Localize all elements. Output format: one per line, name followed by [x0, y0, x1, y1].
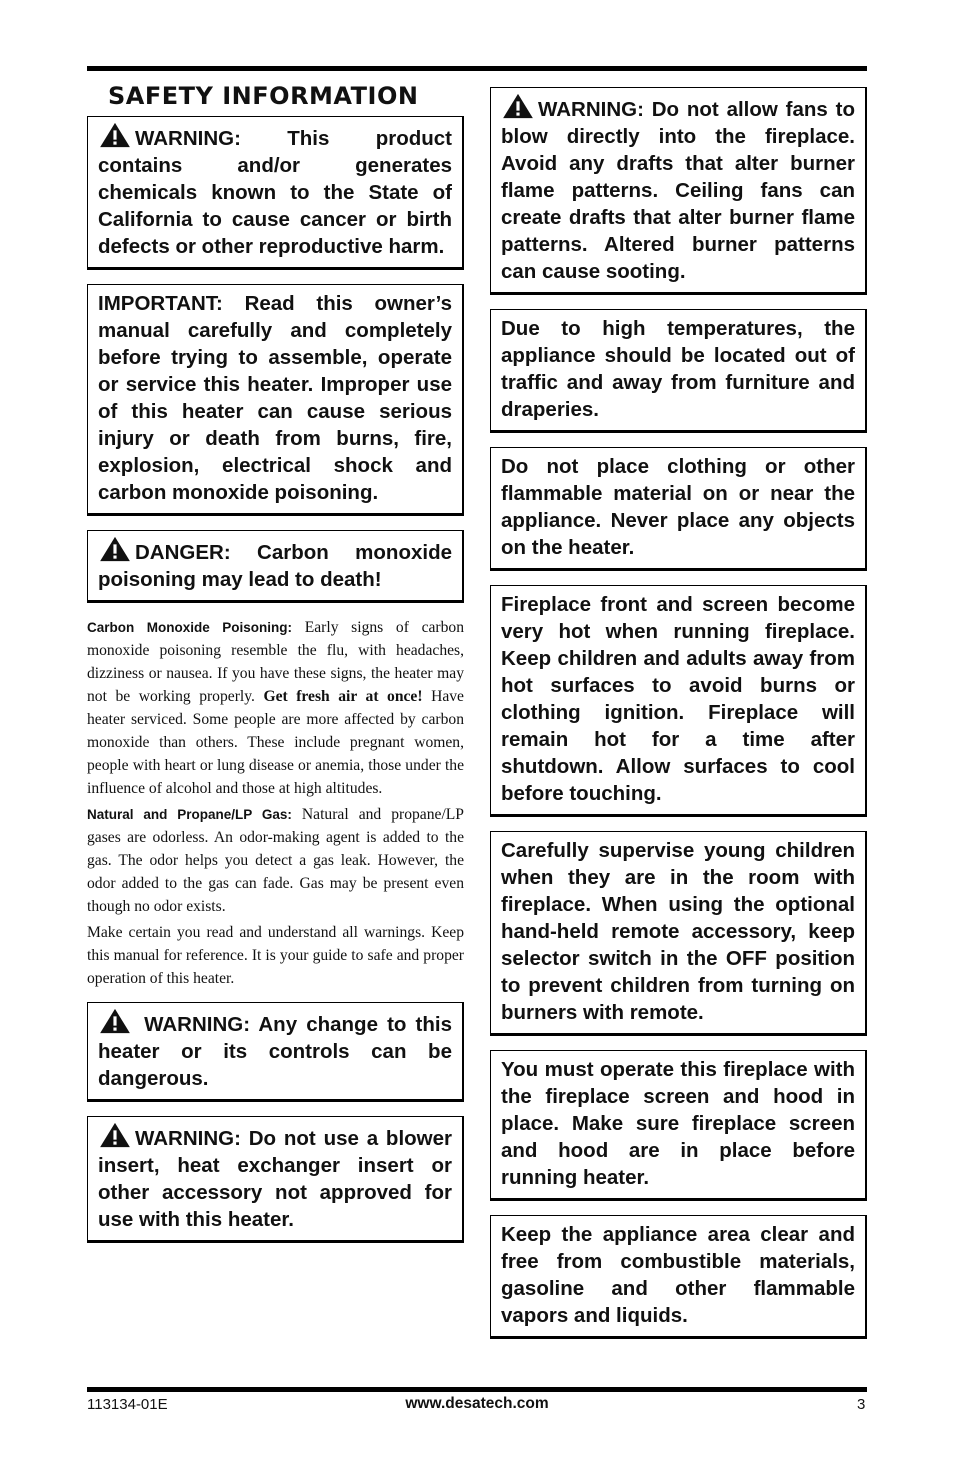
gas-paragraph: Natural and Propane/LP Gas: Natural and propane/LP gases are odorless. An odor-making agent is added to the gas. The odor helps you detect a gas leak. However, the odor added to the gas can fade. Gas may be present even though no odor exists. — [87, 806, 464, 915]
page-number: 3 — [857, 1396, 866, 1413]
high-temperatures-text: Due to high temperatures, the appliance should be located out of traffic and away from furniture and draperies. — [501, 317, 855, 421]
danger-co-box — [87, 530, 464, 603]
warning-icon — [98, 1008, 132, 1034]
clothing-box — [490, 447, 867, 571]
co-poisoning-paragraph: Carbon Monoxide Poisoning: Early signs of carbon monoxide poisoning resemble the flu, with headaches, dizziness or nausea. If you have these signs, the heater may not be working properly. Get fresh air at once! Have heater serviced. Some people are more affected by carbon monoxide than others. These include pregnant women, people with heart or lung disease or anemia, those under the influence of alcohol and those at high altitudes. — [87, 619, 464, 797]
warning-icon — [98, 1122, 132, 1148]
area-clear-text: Keep the appliance area clear and free from combustible materials, gasoline and other flammable vapors and liquids. — [501, 1223, 855, 1327]
warning-blower-box — [87, 1116, 464, 1243]
screen-hood-box — [490, 1050, 867, 1201]
hot-front-box — [490, 585, 867, 817]
bottom-rule — [87, 1387, 867, 1392]
clothing-text: Do not place clothing or other flammable material on or near the appliance. Never place any objects on the heater. — [501, 455, 855, 559]
warning-icon — [501, 93, 535, 119]
supervise-children-text: Carefully supervise young children when they are in the room with fireplace. When using the optional hand-held remote accessory, keep selector switch in the OFF position to prevent children from turning on burners with remote. — [501, 839, 855, 1024]
reference-paragraph: Make certain you read and understand all warnings. Keep this manual for reference. It is your guide to safe and proper operation of this heater. — [87, 924, 464, 987]
right-column — [490, 87, 867, 1353]
section-title: SAFETY INFORMATION — [108, 82, 419, 110]
important-text: IMPORTANT: Read this owner’s manual carefully and completely before trying to assemble, operate or service this heater. Improper use of this heater can cause serious injury or death from burns, fire, explosion, electrical shock and carbon monoxide poisoning. — [98, 292, 452, 504]
warning-chemicals-box — [87, 116, 464, 270]
co-poisoning-lead: Carbon Monoxide Poisoning: — [87, 620, 293, 635]
left-column — [87, 76, 464, 1257]
top-rule — [87, 66, 867, 71]
danger-co-text: DANGER: Carbon monoxide poisoning may lead to death! — [98, 541, 452, 591]
doc-number: 113134-01E — [87, 1396, 168, 1413]
supervise-children-box — [490, 831, 867, 1036]
warning-fans-text: WARNING: Do not allow fans to blow directly into the fireplace. Avoid any drafts that alter burner flame patterns. Ceiling fans can create drafts that alter burner flame patterns. Altered burner patterns can cause sooting. — [501, 98, 855, 283]
warning-icon — [98, 536, 132, 562]
hot-front-text: Fireplace front and screen become very hot when running fireplace. Keep children and adults away from hot surfaces to avoid burns or clothing ignition. Fireplace will remain hot for a time after shutdown. Allow surfaces to cool before touching. — [501, 593, 855, 805]
warning-fans-box — [490, 87, 867, 295]
important-box — [87, 284, 464, 516]
screen-hood-text: You must operate this fireplace with the fireplace screen and hood in place. Make sure fireplace screen and hood are in place before running heater. — [501, 1058, 855, 1189]
warning-icon — [98, 122, 132, 148]
get-fresh-air: Get fresh air at once! — [263, 688, 423, 705]
warning-blower-text: WARNING: Do not use a blower insert, heat exchanger insert or other accessory not approved for use with this heater. — [98, 1127, 452, 1231]
gas-lead: Natural and Propane/LP Gas: — [87, 807, 292, 822]
warning-change-box — [87, 1002, 464, 1102]
area-clear-box — [490, 1215, 867, 1339]
high-temperatures-box — [490, 309, 867, 433]
warning-chemicals-text: WARNING: This product contains and/or generates chemicals known to the State of California to cause cancer or birth defects or other reproductive harm. — [98, 127, 452, 258]
warning-change-text: WARNING: Any change to this heater or its controls can be dangerous. — [98, 1013, 452, 1090]
website-link[interactable]: www.desatech.com — [405, 1395, 549, 1412]
